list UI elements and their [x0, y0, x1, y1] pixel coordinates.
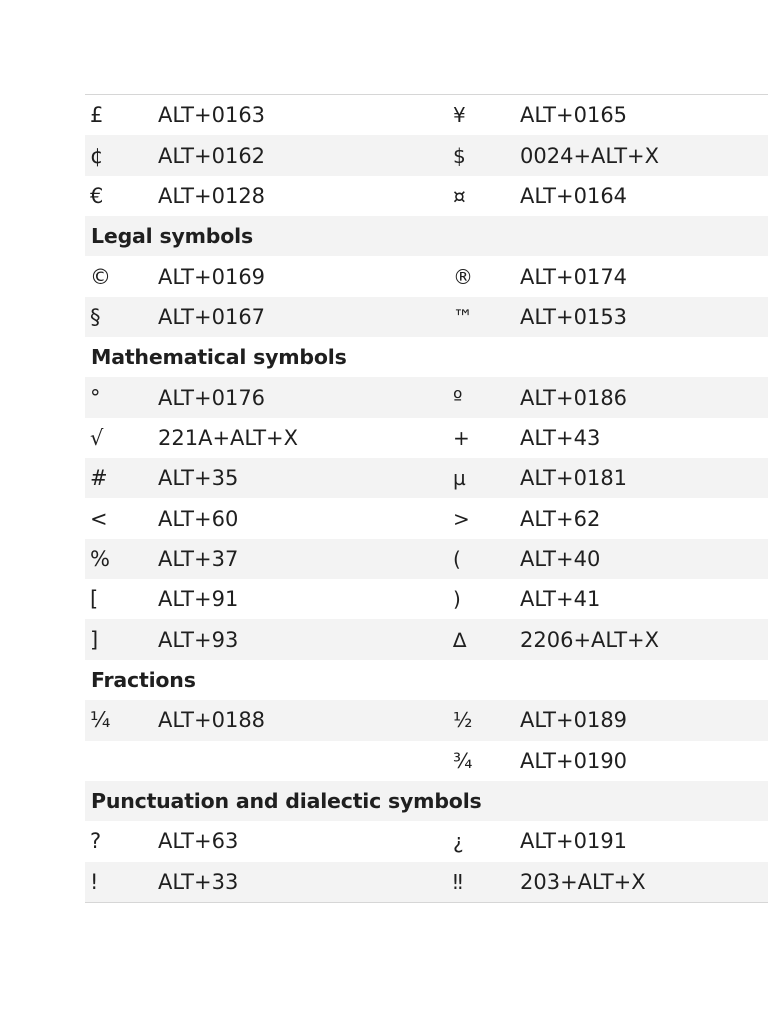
- shortcut-cell: ALT+0167: [158, 304, 266, 329]
- shortcut-cell: ALT+93: [158, 627, 239, 652]
- symbol-cell: [: [90, 587, 99, 612]
- symbol-cell: √: [90, 425, 104, 450]
- shortcut-cell: 221A+ALT+X: [158, 425, 299, 450]
- table-row: [85, 619, 768, 659]
- symbol-cell: >: [453, 506, 470, 531]
- shortcut-cell: 203+ALT+X: [520, 869, 646, 894]
- section-title: Mathematical symbols: [91, 345, 347, 370]
- shortcut-cell: ALT+40: [520, 546, 601, 571]
- shortcut-cell: ALT+63: [158, 829, 239, 854]
- table-row: [85, 95, 768, 135]
- shortcut-cell: ALT+0162: [158, 143, 266, 168]
- shortcut-cell: ALT+33: [158, 869, 239, 894]
- symbol-cell: ¤: [453, 183, 466, 208]
- section-title: Fractions: [91, 667, 196, 692]
- table-row: [85, 135, 768, 175]
- symbol-cell: %: [90, 546, 110, 571]
- table-row: [85, 862, 768, 902]
- symbol-cell: ½: [453, 708, 473, 733]
- symbol-cell: ): [453, 587, 461, 612]
- symbol-cell: ®: [453, 264, 473, 289]
- shortcut-cell: ALT+0164: [520, 183, 628, 208]
- shortcut-cell: ALT+60: [158, 506, 239, 531]
- shortcut-cell: ALT+0181: [520, 466, 628, 491]
- shortcut-cell: ALT+91: [158, 587, 239, 612]
- shortcut-cell: ALT+0163: [158, 103, 266, 128]
- symbol-shortcut-table: [85, 94, 768, 903]
- table-row: [85, 700, 768, 740]
- symbol-cell: ∆: [453, 627, 467, 652]
- shortcut-cell: ALT+62: [520, 506, 601, 531]
- symbol-cell: $: [453, 143, 466, 168]
- symbol-cell: µ: [453, 466, 466, 491]
- section-title: Punctuation and dialectic symbols: [91, 789, 482, 814]
- shortcut-cell: ALT+0169: [158, 264, 266, 289]
- shortcut-cell: ALT+37: [158, 546, 239, 571]
- symbol-cell: §: [90, 304, 101, 329]
- symbol-cell: +: [453, 425, 470, 450]
- shortcut-cell: ALT+43: [520, 425, 601, 450]
- section-header-mathematical: [85, 337, 768, 377]
- symbol-cell: ]: [90, 627, 99, 652]
- symbol-cell: ‼: [453, 869, 463, 894]
- table-row: [85, 297, 768, 337]
- shortcut-cell: ALT+0128: [158, 183, 266, 208]
- table-row: [85, 741, 768, 781]
- shortcut-cell: ALT+0174: [520, 264, 628, 289]
- symbol-cell: £: [90, 103, 104, 128]
- section-header-fractions: [85, 660, 768, 700]
- table-row: [85, 377, 768, 417]
- symbol-cell: ¾: [453, 748, 473, 773]
- symbol-cell: °: [90, 385, 101, 410]
- shortcut-cell: ALT+0190: [520, 748, 628, 773]
- shortcut-cell: ALT+0165: [520, 103, 628, 128]
- table-row: [85, 458, 768, 498]
- section-title: Legal symbols: [91, 224, 253, 249]
- table-row: [85, 498, 768, 538]
- symbol-cell: !: [90, 869, 99, 894]
- symbol-cell: #: [90, 466, 108, 491]
- symbol-cell: ?: [90, 829, 102, 854]
- shortcut-cell: 2206+ALT+X: [520, 627, 660, 652]
- symbol-cell: ™: [453, 304, 473, 329]
- shortcut-cell: ALT+35: [158, 466, 239, 491]
- section-header-punctuation: [85, 781, 768, 821]
- table-row: [85, 176, 768, 216]
- shortcut-cell: 0024+ALT+X: [520, 143, 660, 168]
- table-row: [85, 821, 768, 861]
- table-row: [85, 256, 768, 296]
- symbol-cell: <: [90, 506, 108, 531]
- table-row: [85, 539, 768, 579]
- shortcut-cell: ALT+0188: [158, 708, 266, 733]
- symbol-cell: ¥: [453, 103, 466, 128]
- symbol-cell: ¢: [90, 143, 104, 168]
- section-header-legal: [85, 216, 768, 256]
- symbol-cell: €: [90, 183, 104, 208]
- shortcut-cell: ALT+41: [520, 587, 601, 612]
- symbol-cell: ¼: [90, 708, 111, 733]
- symbol-cell: ¿: [453, 829, 464, 854]
- shortcut-cell: ALT+0176: [158, 385, 266, 410]
- shortcut-cell: ALT+0191: [520, 829, 628, 854]
- symbol-cell: (: [453, 546, 461, 571]
- shortcut-cell: ALT+0189: [520, 708, 628, 733]
- shortcut-cell: ALT+0153: [520, 304, 628, 329]
- table-row: [85, 418, 768, 458]
- symbol-cell: º: [453, 385, 463, 410]
- table-row: [85, 579, 768, 619]
- shortcut-cell: ALT+0186: [520, 385, 628, 410]
- symbol-cell: ©: [90, 264, 111, 289]
